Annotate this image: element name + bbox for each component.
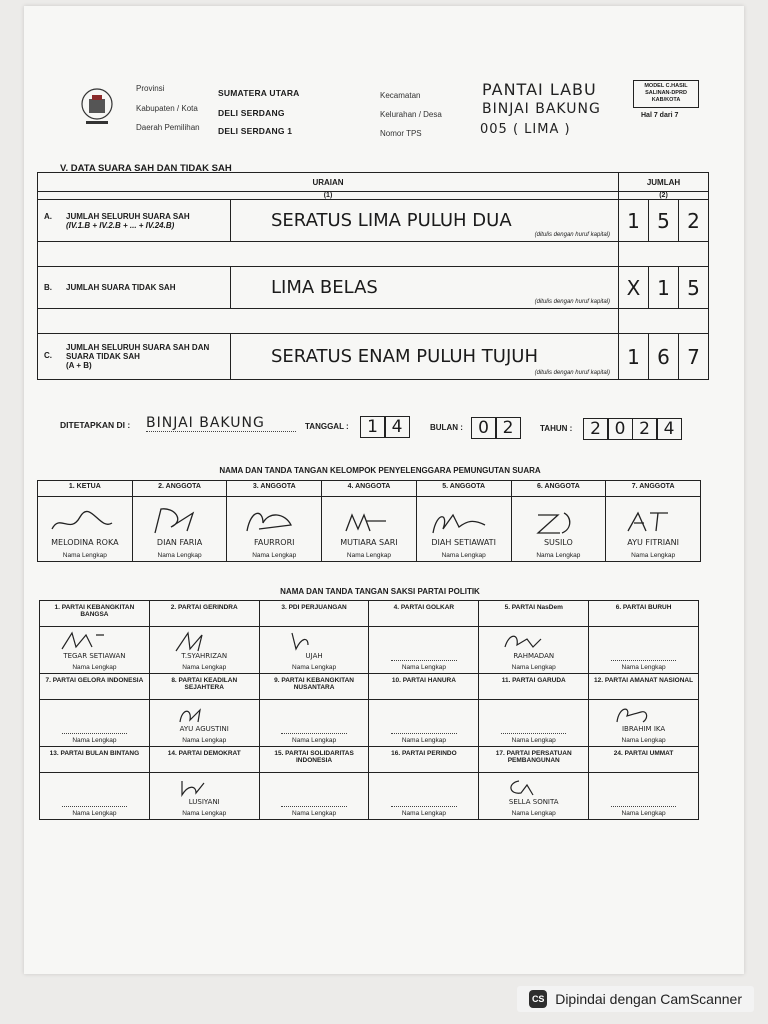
digit: 7	[679, 334, 709, 380]
nama-lengkap: Nama Lengkap	[346, 552, 391, 559]
kecamatan-label: Kecamatan	[380, 91, 421, 100]
party-label: 2. PARTAI GERINDRA	[149, 601, 259, 627]
digit: 1	[619, 200, 649, 242]
digit: 1	[649, 267, 679, 309]
kpps-role: 4. ANGGOTA	[322, 481, 417, 497]
row-b	[38, 267, 709, 309]
kpps-role: 6. ANGGOTA	[511, 481, 606, 497]
nama-lengkap: Nama Lengkap	[621, 664, 666, 671]
party-label: 16. PARTAI PERINDO	[369, 747, 479, 773]
saksi-name: TEGAR SETIAWAN	[63, 652, 126, 660]
date-digit: 0	[607, 418, 633, 440]
kpps-name: SUSILO	[543, 538, 573, 547]
signature-icon	[229, 503, 309, 543]
party-label: 3. PDI PERJUANGAN	[259, 601, 369, 627]
date-digit: 4	[384, 416, 410, 438]
date-digit: 4	[656, 418, 682, 440]
nama-lengkap: Nama Lengkap	[182, 810, 227, 817]
party-label: 10. PARTAI HANURA	[369, 674, 479, 700]
dapil-value: DELI SERDANG 1	[218, 126, 293, 136]
digit: X	[619, 267, 649, 309]
nama-lengkap: Nama Lengkap	[401, 664, 446, 671]
note: (ditulis dengan huruf kapital)	[534, 370, 610, 376]
signature-icon	[419, 503, 499, 543]
digit: 5	[679, 267, 709, 309]
party-label: 11. PARTAI GARUDA	[479, 674, 589, 700]
kabupaten-value: DELI SERDANG	[218, 108, 285, 118]
party-label: 7. PARTAI GELORA INDONESIA	[40, 674, 150, 700]
col-uraian-header: URAIAN	[38, 173, 619, 192]
signature-icon	[40, 503, 120, 543]
kpps-role: 1. KETUA	[38, 481, 133, 497]
bulan-boxes	[472, 417, 521, 439]
tanggal-boxes	[361, 416, 410, 438]
camscanner-icon: CS	[529, 990, 547, 1008]
kpu-logo-icon	[80, 85, 114, 129]
row-words: LIMA BELAS	[271, 277, 378, 298]
nama-lengkap: Nama Lengkap	[511, 737, 556, 744]
ditetapkan-label: DITETAPKAN DI :	[60, 420, 131, 430]
nama-lengkap: Nama Lengkap	[441, 552, 486, 559]
col-1-label: (1)	[38, 192, 619, 200]
camscanner-badge	[517, 986, 754, 1012]
tahun-boxes	[584, 418, 682, 440]
nama-lengkap: Nama Lengkap	[62, 552, 107, 559]
row-code: A.	[44, 211, 52, 221]
saksi-table	[39, 600, 699, 820]
row-words: SERATUS ENAM PULUH TUJUH	[271, 346, 538, 367]
tahun-label: TAHUN :	[540, 424, 573, 433]
nama-lengkap: Nama Lengkap	[72, 737, 117, 744]
saksi-name: IBRAHIM IKA	[621, 725, 666, 733]
note: (ditulis dengan huruf kapital)	[534, 299, 610, 305]
row-label: JUMLAH SELURUH SUARA SAH	[66, 211, 190, 221]
kelurahan-value: BINJAI BAKUNG	[482, 101, 601, 117]
nama-lengkap: Nama Lengkap	[72, 664, 117, 671]
nama-lengkap: Nama Lengkap	[401, 737, 446, 744]
saksi-name: UJAH	[305, 652, 323, 660]
party-label: 17. PARTAI PERSATUAN PEMBANGUNAN	[479, 747, 589, 773]
party-label: 4. PARTAI GOLKAR	[369, 601, 479, 627]
suara-table	[37, 172, 709, 380]
kelurahan-label: Kelurahan / Desa	[380, 110, 442, 119]
signature-icon	[324, 503, 404, 543]
saksi-name: RAHMADAN	[513, 652, 555, 660]
kabupaten-label: Kabupaten / Kota	[136, 104, 198, 113]
date-digit: 2	[583, 418, 609, 440]
saksi-name: SELLA SONITA	[508, 798, 559, 806]
nama-lengkap: Nama Lengkap	[621, 737, 666, 744]
kpps-name: FAURRORI	[253, 538, 295, 547]
row-sub: (A + B)	[66, 361, 92, 370]
kpps-role: 2. ANGGOTA	[132, 481, 227, 497]
date-digit: 2	[632, 418, 658, 440]
nama-lengkap: Nama Lengkap	[511, 810, 556, 817]
kpps-name: DIAN FARIA	[156, 538, 203, 547]
party-label: 5. PARTAI NasDem	[479, 601, 589, 627]
tps-label: Nomor TPS	[380, 129, 422, 138]
party-label: 24. PARTAI UMMAT	[589, 747, 699, 773]
row-sub: (IV.1.B + IV.2.B + ... + IV.24.B)	[66, 220, 175, 230]
kpps-name: MUTIARA SARI	[340, 538, 398, 547]
signature-icon	[135, 503, 215, 543]
bulan-label: BULAN :	[430, 423, 463, 432]
kpps-table	[37, 480, 701, 562]
nama-lengkap: Nama Lengkap	[401, 810, 446, 817]
nama-lengkap: Nama Lengkap	[72, 810, 117, 817]
nama-lengkap: Nama Lengkap	[182, 737, 227, 744]
row-c	[38, 334, 709, 380]
row-label: JUMLAH SELURUH SUARA SAH DAN SUARA TIDAK SAH	[66, 343, 210, 361]
note: (ditulis dengan huruf kapital)	[534, 232, 610, 238]
nama-lengkap: Nama Lengkap	[511, 664, 556, 671]
nama-lengkap: Nama Lengkap	[292, 810, 337, 817]
row-label: JUMLAH SUARA TIDAK SAH	[66, 283, 176, 292]
saksi-name: LUSIYANI	[188, 798, 220, 806]
nama-lengkap: Nama Lengkap	[252, 552, 297, 559]
row-words: SERATUS LIMA PULUH DUA	[271, 210, 512, 231]
nama-lengkap: Nama Lengkap	[621, 810, 666, 817]
kecamatan-value: PANTAI LABU	[482, 80, 597, 99]
col-2-label: (2)	[619, 192, 709, 200]
signature-icon	[514, 503, 594, 543]
party-label: 8. PARTAI KEADILAN SEJAHTERA	[149, 674, 259, 700]
digit: 2	[679, 200, 709, 242]
nama-lengkap: Nama Lengkap	[182, 664, 227, 671]
kpps-name: AYU FITRIANI	[627, 538, 679, 547]
digit: 6	[649, 334, 679, 380]
party-label: 12. PARTAI AMANAT NASIONAL	[589, 674, 699, 700]
saksi-title: NAMA DAN TANDA TANGAN SAKSI PARTAI POLITIK	[280, 587, 480, 596]
kpps-role: 5. ANGGOTA	[416, 481, 511, 497]
page-number: Hal 7 dari 7	[641, 112, 679, 119]
kpps-role: 7. ANGGOTA	[606, 481, 701, 497]
tps-value: 005 ( LIMA )	[480, 122, 571, 137]
tanggal-label: TANGGAL :	[305, 422, 349, 431]
date-digit: 0	[471, 417, 497, 439]
row-a	[38, 200, 709, 242]
party-label: 13. PARTAI BULAN BINTANG	[40, 747, 150, 773]
model-stamp: MODEL C.HASIL SALINAN-DPRD KAB/KOTA	[633, 80, 699, 108]
dapil-label: Daerah Pemilihan	[136, 123, 200, 132]
saksi-name: T.SYAHRIZAN	[181, 652, 228, 660]
kpps-title: NAMA DAN TANDA TANGAN KELOMPOK PENYELENGGARA PEMUNGUTAN SUARA	[219, 466, 541, 475]
party-label: 15. PARTAI SOLIDARITAS INDONESIA	[259, 747, 369, 773]
nama-lengkap: Nama Lengkap	[292, 737, 337, 744]
kpps-name: DIAH SETIAWATI	[431, 538, 496, 547]
party-label: 1. PARTAI KEBANGKITAN BANGSA	[40, 601, 150, 627]
camscanner-text: Dipindai dengan CamScanner	[555, 991, 742, 1007]
digit: 1	[619, 334, 649, 380]
provinsi-label: Provinsi	[136, 84, 165, 93]
nama-lengkap: Nama Lengkap	[536, 552, 581, 559]
signature-icon	[608, 503, 688, 543]
kpps-name: MELODINA ROKA	[51, 538, 119, 547]
party-label: 9. PARTAI KEBANGKITAN NUSANTARA	[259, 674, 369, 700]
col-jumlah-header: JUMLAH	[619, 173, 709, 192]
digit: 5	[649, 200, 679, 242]
nama-lengkap: Nama Lengkap	[292, 664, 337, 671]
section-title: V. DATA SUARA SAH DAN TIDAK SAH	[60, 163, 232, 174]
party-label: 14. PARTAI DEMOKRAT	[149, 747, 259, 773]
date-digit: 1	[360, 416, 386, 438]
row-code: C.	[44, 351, 52, 360]
provinsi-value: SUMATERA UTARA	[218, 88, 300, 98]
nama-lengkap: Nama Lengkap	[157, 552, 202, 559]
kpps-role: 3. ANGGOTA	[227, 481, 322, 497]
party-label: 6. PARTAI BURUH	[589, 601, 699, 627]
row-code: B.	[44, 283, 52, 292]
date-digit: 2	[495, 417, 521, 439]
saksi-name: AYU AGUSTINI	[179, 725, 229, 733]
ditetapkan-place: BINJAI BAKUNG	[146, 415, 296, 432]
nama-lengkap: Nama Lengkap	[631, 552, 676, 559]
